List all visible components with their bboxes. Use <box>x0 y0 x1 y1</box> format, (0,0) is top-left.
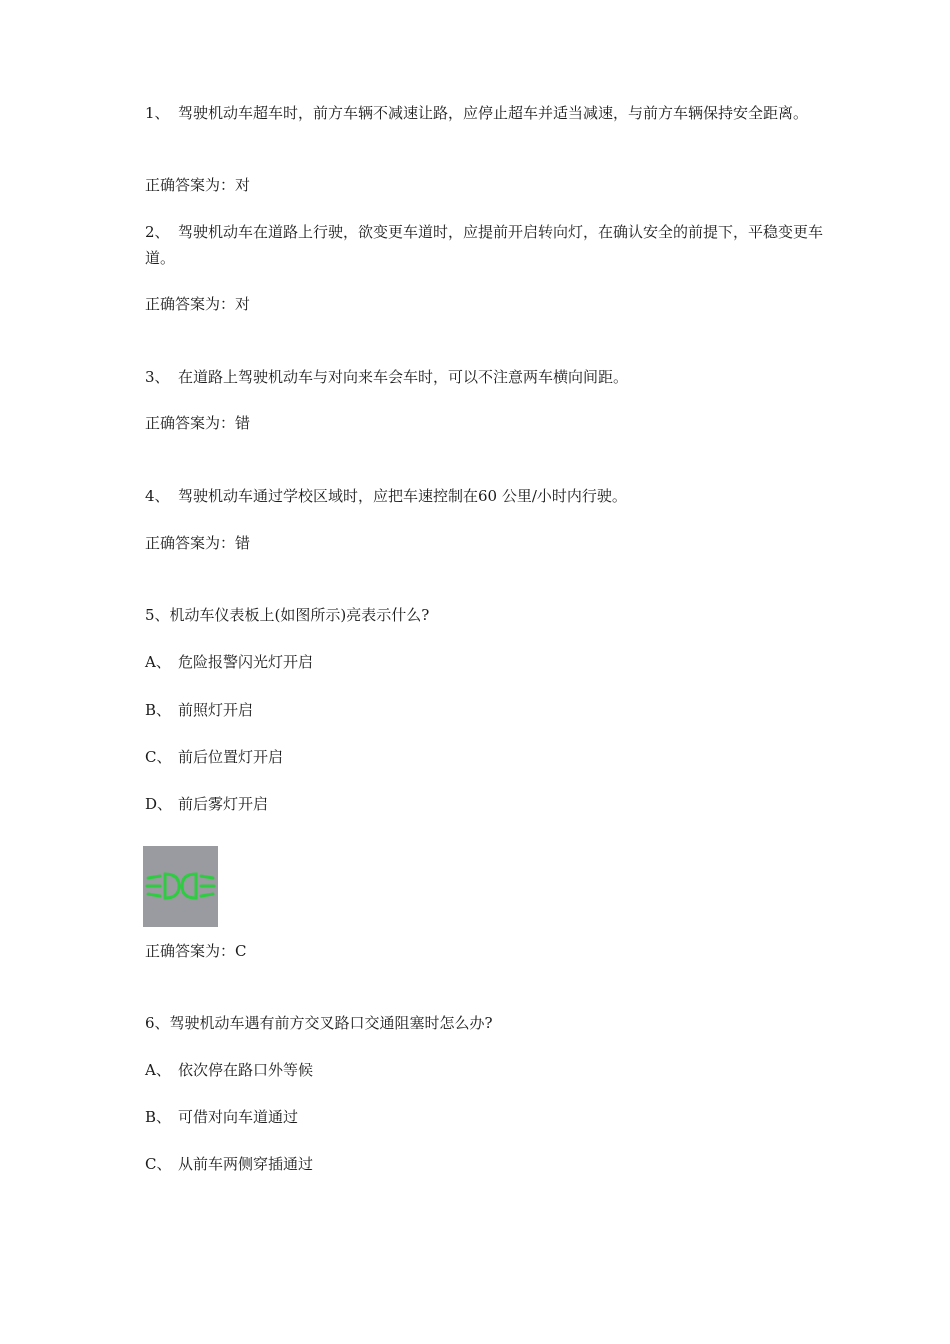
question-text: 驾驶机动车在道路上行驶，欲变更车道时，应提前开启转向灯，在确认安全的前提下，平稳变更车道。 <box>145 223 824 267</box>
option-c <box>145 1151 825 1177</box>
question-6 <box>145 1010 825 1036</box>
question-2 <box>145 219 825 271</box>
question-number: 3、 <box>145 368 170 386</box>
right-ray-top <box>201 876 213 878</box>
question-text: 在道路上驾驶机动车与对向来车会车时，可以不注意两车横向间距。 <box>178 368 629 386</box>
question-text: 驾驶机动车遇有前方交叉路口交通阻塞时怎么办? <box>169 1014 493 1032</box>
answer-value: 错 <box>235 534 251 552</box>
question-number: 6、 <box>145 1014 170 1032</box>
left-ray-top <box>148 876 160 878</box>
answer-line-2 <box>145 291 825 317</box>
position-lamp-indicator-icon <box>143 846 218 927</box>
answer-value: 错 <box>235 414 251 432</box>
option-text: 危险报警闪光灯开启 <box>178 653 314 671</box>
option-text: 可借对向车道通过 <box>178 1108 299 1126</box>
option-text: 前后位置灯开启 <box>178 748 284 766</box>
question-text: 机动车仪表板上(如图所示)亮表示什么? <box>169 606 430 624</box>
answer-value: 对 <box>235 295 251 313</box>
answer-value: C <box>235 942 247 960</box>
question-4 <box>145 483 825 509</box>
answer-label: 正确答案为： <box>145 176 236 194</box>
option-c <box>145 744 825 770</box>
left-ray-bottom <box>148 894 160 896</box>
option-a <box>145 649 825 675</box>
position-lamp-svg <box>143 846 218 927</box>
option-b <box>145 697 825 723</box>
option-letter: B、 <box>145 701 172 719</box>
answer-line-1 <box>145 172 825 198</box>
answer-label: 正确答案为： <box>145 295 236 313</box>
option-letter: C、 <box>145 748 172 766</box>
right-ray-bottom <box>201 894 213 896</box>
option-text: 依次停在路口外等候 <box>178 1061 314 1079</box>
answer-label: 正确答案为： <box>145 942 236 960</box>
option-d <box>145 791 825 817</box>
option-text: 从前车两侧穿插通过 <box>178 1155 314 1173</box>
option-text: 前照灯开启 <box>178 701 254 719</box>
question-3 <box>145 364 825 390</box>
option-letter: A、 <box>145 653 171 671</box>
question-number: 4、 <box>145 487 170 505</box>
answer-value: 对 <box>235 176 251 194</box>
question-text: 驾驶机动车超车时，前方车辆不减速让路，应停止超车并适当减速，与前方车辆保持安全距离。 <box>178 104 809 122</box>
question-number: 5、 <box>145 606 170 624</box>
option-b <box>145 1104 825 1130</box>
question-number: 1、 <box>145 104 170 122</box>
answer-line-5 <box>145 938 825 964</box>
answer-label: 正确答案为： <box>145 534 236 552</box>
right-lamp <box>182 874 196 898</box>
left-lamp <box>165 874 179 898</box>
question-5 <box>145 602 825 628</box>
option-text: 前后雾灯开启 <box>178 795 269 813</box>
question-number: 2、 <box>145 223 170 241</box>
option-letter: D、 <box>145 795 173 813</box>
answer-label: 正确答案为： <box>145 414 236 432</box>
answer-line-3 <box>145 410 825 436</box>
option-letter: C、 <box>145 1155 172 1173</box>
option-letter: A、 <box>145 1061 171 1079</box>
question-text: 驾驶机动车通过学校区域时，应把车速控制在60 公里/小时内行驶。 <box>178 487 627 505</box>
question-1 <box>145 100 825 126</box>
answer-line-4 <box>145 530 825 556</box>
option-a <box>145 1057 825 1083</box>
option-letter: B、 <box>145 1108 172 1126</box>
